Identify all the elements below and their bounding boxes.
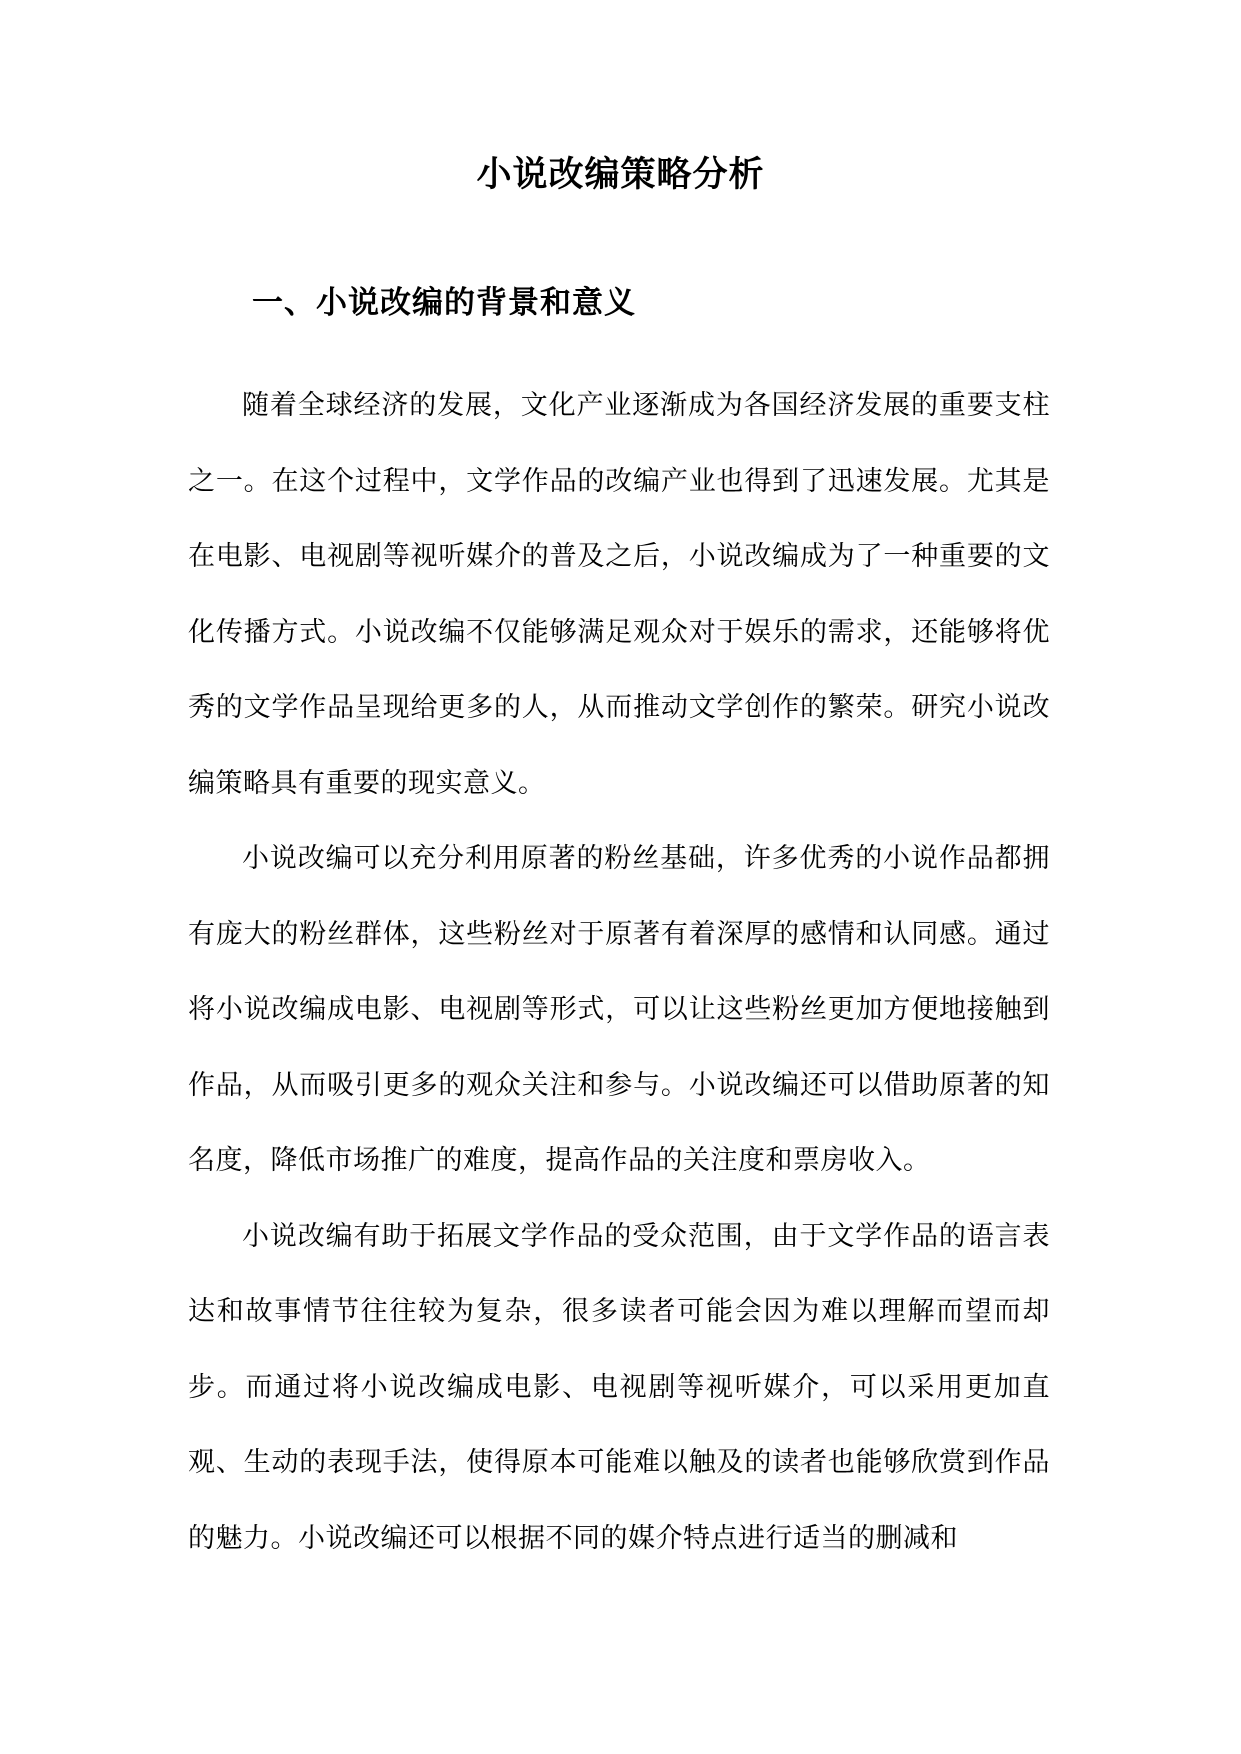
paragraph-3: 小说改编有助于拓展文学作品的受众范围，由于文学作品的语言表达和故事情节往往较为复杂，很多读者可能会因为难以理解而望而却步。而通过将小说改编成电影、电视剧等视听媒介，可以采用更加直观、生动的表现手法，使得原本可能难以触及的读者也能够欣赏到作品的魅力。小说改编还可以根据不同的媒介特点进行适当的删减和 [188,1220,1050,1554]
document-title: 小说改编策略分析 [476,154,765,195]
paragraph-1: 随着全球经济的发展，文化产业逐渐成为各国经济发展的重要支柱之一。在这个过程中，文学作品的改编产业也得到了迅速发展。尤其是在电影、电视剧等视听媒介的普及之后，小说改编成为了一种重要的文化传播方式。小说改编不仅能够满足观众对于娱乐的需求，还能够将优秀的文学作品呈现给更多的人，从而推动文学创作的繁荣。研究小说改编策略具有重要的现实意义。 [188,390,1050,799]
document-body [188,368,1050,1576]
section-heading: 一、小说改编的背景和意义 [252,285,636,321]
paragraph-2: 小说改编可以充分利用原著的粉丝基础，许多优秀的小说作品都拥有庞大的粉丝群体，这些粉丝对于原著有着深厚的感情和认同感。通过将小说改编成电影、电视剧等形式，可以让这些粉丝更加方便地接触到作品，从而吸引更多的观众关注和参与。小说改编还可以借助原著的知名度，降低市场推广的难度，提高作品的关注度和票房收入。 [188,843,1050,1176]
